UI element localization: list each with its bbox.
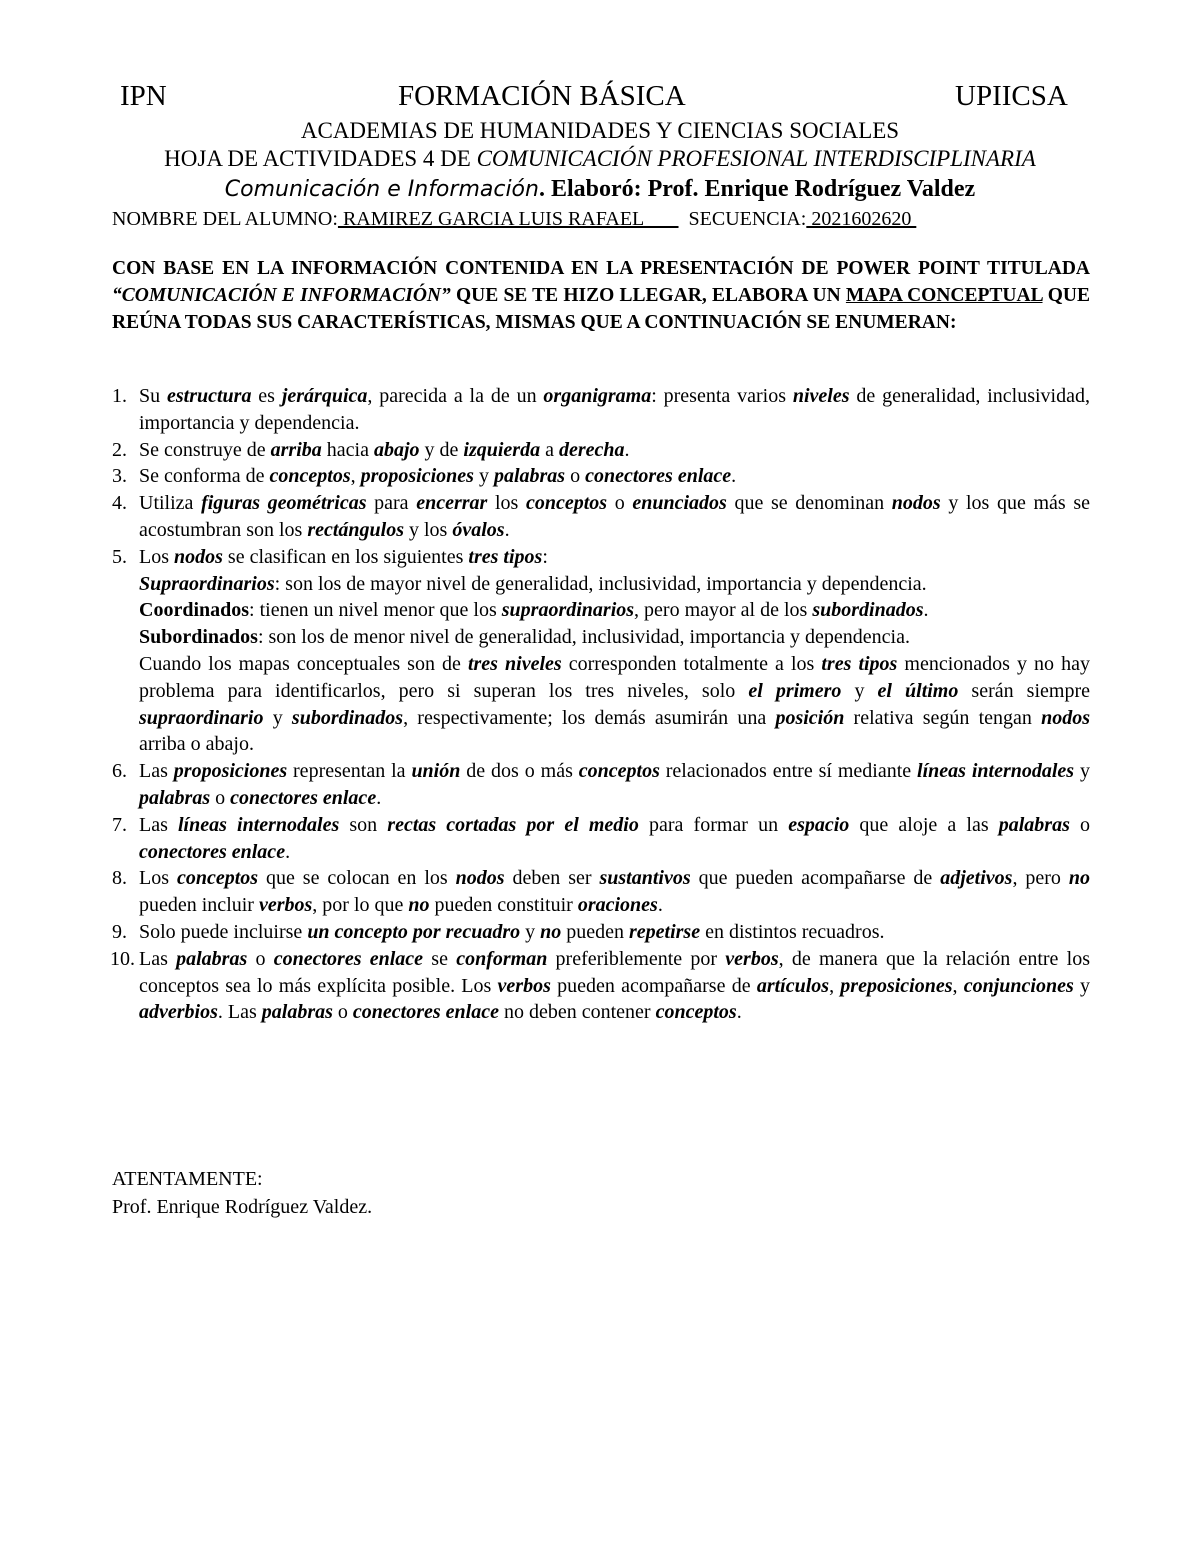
list-item-text: , respectivamente; los demás asumirán una	[403, 706, 776, 729]
list-item-text: .	[923, 599, 929, 622]
list-item-text: Los	[139, 545, 174, 568]
list-item-text: Las	[139, 760, 174, 783]
list-item	[112, 946, 1090, 1026]
presentation-title: “COMUNICACIÓN E INFORMACIÓN”	[112, 285, 451, 306]
header-upiicsa: UPIICSA	[955, 80, 1068, 112]
key-term: el primero	[748, 679, 842, 702]
list-item-text: y	[263, 706, 292, 729]
name-label: NOMBRE DEL ALUMNO:	[112, 208, 338, 230]
list-item-text: pueden incluir	[139, 894, 259, 917]
key-term: conectores enlace	[352, 1001, 499, 1024]
list-item-text: para formar un	[638, 813, 789, 836]
list-item	[112, 865, 1090, 919]
node-type-term: Subordinados	[139, 626, 258, 649]
list-item-text: . Las	[217, 1001, 262, 1024]
key-term: niveles	[792, 385, 850, 407]
list-item-text: Las	[139, 813, 178, 836]
key-term: verbos	[497, 974, 551, 997]
list-item	[112, 812, 1090, 866]
list-item-text: y los que más se acostumbran son los	[139, 492, 1091, 541]
list-item	[112, 463, 1090, 490]
list-item-text: no deben contener	[498, 1001, 656, 1024]
list-item-text: pueden acompañarse de	[550, 974, 757, 997]
list-item-number: 10.	[110, 947, 135, 970]
list-item-text: en distintos recuadros.	[700, 920, 885, 943]
list-item-text: ,	[350, 465, 361, 488]
list-item-text: pueden constituir	[429, 894, 578, 917]
key-term: supraordinarios	[501, 599, 635, 622]
key-term: verbos	[725, 947, 779, 970]
key-term: conceptos	[655, 1001, 737, 1024]
key-term: conceptos	[525, 492, 608, 515]
list-item-text: para	[366, 492, 417, 515]
list-item-text: que se denominan	[726, 492, 892, 515]
characteristics-list	[112, 383, 1090, 1026]
list-item-text: los	[487, 492, 526, 515]
subject-name: COMUNICACIÓN PROFESIONAL INTERDISCIPLINARIA	[476, 146, 1036, 171]
list-item-text: ,	[952, 974, 964, 997]
list-item-text: :	[542, 545, 548, 568]
sequence-label: SECUENCIA:	[688, 208, 807, 230]
list-item-text: .	[285, 840, 291, 863]
list-item-text: y los	[404, 518, 453, 541]
list-item-number: 6.	[112, 760, 127, 783]
list-item-text: serán siempre	[958, 679, 1090, 702]
key-term: jerárquica	[281, 385, 368, 407]
key-term: conectores enlace	[230, 786, 377, 809]
academias-title: ACADEMIAS DE HUMANIDADES Y CIENCIAS SOCIALES	[300, 118, 900, 143]
key-term: verbos	[258, 894, 313, 917]
key-term: palabras	[493, 465, 566, 488]
key-term: arriba	[270, 438, 322, 461]
key-term: conceptos	[269, 465, 351, 488]
list-item-text: se clasifican en los siguientes	[222, 545, 469, 568]
key-term: palabras	[139, 786, 211, 809]
list-item-text: : tienen un nivel menor que los	[249, 599, 502, 622]
list-item-number: 3.	[112, 465, 127, 488]
author-line	[0, 176, 1200, 203]
key-term: conectores enlace	[585, 465, 732, 488]
key-term: Supraordinarios	[139, 572, 275, 595]
list-item-text: se	[423, 947, 457, 970]
list-item	[112, 544, 1090, 758]
list-item-text: y	[841, 679, 878, 702]
key-term: tres niveles	[467, 652, 562, 675]
student-line	[112, 208, 916, 231]
list-item-text: es	[251, 385, 282, 407]
signature-block	[112, 1165, 372, 1221]
list-item-text: relativa según tengan	[844, 706, 1042, 729]
mapa-conceptual-term: MAPA CONCEPTUAL	[845, 285, 1043, 306]
list-item	[112, 383, 1090, 437]
list-item-text: .	[731, 465, 737, 488]
list-item-text: preferiblemente por	[547, 947, 726, 970]
list-item-text: Solo puede incluirse	[139, 920, 308, 943]
key-term: nodos	[455, 867, 505, 890]
list-item	[112, 490, 1090, 544]
hoja-prefix: HOJA DE ACTIVIDADES 4 DE	[164, 146, 477, 171]
topic-name: Comunicación e Información	[224, 177, 539, 202]
key-term: sustantivos	[599, 867, 691, 890]
header-ipn: IPN	[120, 80, 167, 112]
list-item-text: a	[540, 438, 559, 461]
intro-part-1: CON BASE EN LA INFORMACIÓN CONTENIDA EN LA PRESENTACIÓN DE POWER POINT TITULADA	[112, 258, 1090, 279]
key-term: conforman	[456, 947, 548, 970]
key-term: nodos	[1041, 706, 1091, 729]
list-item-text: Las	[139, 947, 177, 970]
list-item-text: deben ser	[504, 867, 600, 890]
list-item-text: .	[657, 894, 663, 917]
list-item-text: , pero mayor al de los	[634, 599, 813, 622]
list-item-text: Se construye de	[139, 438, 271, 461]
key-term: repetirse	[629, 920, 701, 943]
key-term: conjunciones	[963, 974, 1074, 997]
list-item-number: 1.	[112, 385, 127, 407]
list-item-number: 8.	[112, 867, 127, 890]
key-term: tres tipos	[468, 545, 543, 568]
list-item-text: , de manera que la relación entre los conceptos sea lo más explícita posible. Los	[139, 947, 1091, 997]
list-item	[112, 437, 1090, 464]
list-item-text: que pueden acompañarse de	[690, 867, 941, 890]
list-item-text: que se colocan en los	[258, 867, 456, 890]
key-term: adverbios	[139, 1001, 218, 1024]
list-item-text: , parecida a la de un	[367, 385, 544, 407]
list-item-text: Utiliza	[139, 492, 202, 515]
key-term: palabras	[261, 1001, 333, 1024]
key-term: nodos	[174, 545, 223, 568]
key-term: líneas internodales	[917, 760, 1075, 783]
key-term: un concepto por recuadro	[307, 920, 521, 943]
key-term: izquierda	[463, 438, 541, 461]
key-term: rectángulos	[307, 518, 404, 541]
key-term: abajo	[373, 438, 420, 461]
key-term: estructura	[166, 385, 252, 407]
list-item-text: arriba o abajo.	[139, 733, 254, 756]
key-term: el último	[877, 679, 959, 702]
key-term: conectores enlace	[139, 840, 286, 863]
list-item-text: son	[339, 813, 388, 836]
list-item-text: Se conforma de	[139, 465, 270, 488]
key-term: oraciones	[577, 894, 658, 917]
list-item-number: 5.	[112, 545, 127, 568]
list-item-text: que aloje a las	[849, 813, 999, 836]
list-item-text: : son los de mayor nivel de generalidad, inclusividad, importancia y dependencia.	[274, 572, 927, 595]
activity-sheet-title	[0, 146, 1200, 172]
key-term: líneas internodales	[178, 813, 340, 836]
list-item-text: Cuando los mapas conceptuales son de	[139, 652, 468, 675]
list-item-text: , pero	[1012, 867, 1069, 890]
intro-part-2: QUE SE TE HIZO LLEGAR, ELABORA UN	[450, 285, 846, 306]
elaboro-text: . Elaboró: Prof. Enrique Rodríguez Valdez	[538, 176, 976, 202]
list-item-text: y	[520, 920, 541, 943]
list-item-text: corresponden totalmente a los	[561, 652, 822, 675]
list-item-text: de generalidad, inclusividad, importancia y dependencia.	[139, 385, 1090, 434]
key-term: conceptos	[578, 760, 660, 783]
key-term: no	[540, 920, 562, 943]
key-term: palabras	[176, 947, 248, 970]
key-term: conectores enlace	[273, 947, 424, 970]
list-item-text: representan la	[287, 760, 412, 783]
list-item-text: de dos o más	[460, 760, 579, 783]
key-term: unión	[411, 760, 461, 783]
instructions-paragraph	[112, 255, 1090, 336]
list-item-text: .	[504, 518, 510, 541]
list-item-text: ,	[829, 974, 841, 997]
key-term: proposiciones	[173, 760, 288, 783]
list-item-text: o	[607, 492, 633, 515]
list-item-text: : son los de menor nivel de generalidad, inclusividad, importancia y dependencia.	[257, 626, 910, 649]
list-item-text: o	[1069, 813, 1090, 836]
header-formacion: FORMACIÓN BÁSICA	[398, 80, 686, 112]
list-item-text: Los	[139, 867, 177, 890]
list-item-text: y	[473, 465, 494, 488]
key-term: preposiciones	[840, 974, 953, 997]
key-term: palabras	[998, 813, 1070, 836]
list-item-number: 2.	[112, 438, 127, 461]
institution-header	[0, 80, 1200, 116]
list-item-text: pueden	[561, 920, 629, 943]
list-item-text: .	[736, 1001, 742, 1024]
list-item-text: Su	[139, 385, 167, 407]
key-term: artículos	[756, 974, 830, 997]
key-term: conceptos	[176, 867, 259, 890]
list-item	[112, 758, 1090, 812]
list-item-number: 9.	[112, 920, 127, 943]
list-item-text: y de	[419, 438, 464, 461]
list-item-text: o	[332, 1001, 353, 1024]
list-item-text: : presenta varios	[651, 385, 793, 407]
list-item-text: hacia	[321, 438, 374, 461]
list-item-number: 7.	[112, 813, 127, 836]
key-term: enunciados	[632, 492, 727, 515]
key-term: no	[1068, 867, 1090, 890]
node-type-term: Coordinados	[139, 599, 250, 622]
key-term: subordinados	[812, 599, 924, 622]
key-term: posición	[775, 706, 845, 729]
key-term: tres tipos	[821, 652, 898, 675]
sequence-value: 2021602620	[806, 208, 917, 230]
list-item-text: .	[376, 786, 382, 809]
list-item-text: .	[624, 438, 630, 461]
key-term: rectas cortadas por el medio	[387, 813, 639, 836]
key-term: nodos	[891, 492, 941, 515]
list-item-text: mencionados y no hay problema para identificarlos, pero si superan los tres niveles, solo	[139, 652, 1090, 702]
list-item-text: , por lo que	[312, 894, 409, 917]
key-term: derecha	[558, 438, 625, 461]
key-term: no	[408, 894, 430, 917]
key-term: organigrama	[543, 385, 652, 407]
list-item-number: 4.	[112, 492, 127, 515]
list-item-text: y	[1074, 760, 1090, 783]
list-item-text: o	[247, 947, 274, 970]
list-item-text: relacionados entre sí mediante	[659, 760, 918, 783]
key-term: figuras geométricas	[201, 492, 367, 515]
list-item	[112, 919, 1090, 946]
key-term: proposiciones	[360, 465, 474, 488]
signer-name: Prof. Enrique Rodríguez Valdez.	[112, 1196, 373, 1218]
list-item-text: y	[1073, 974, 1091, 997]
key-term: subordinados	[291, 706, 404, 729]
key-term: encerrar	[416, 492, 488, 515]
intro-part-3: QUE REÚNA TODAS SUS CARACTERÍSTICAS, MISMAS QUE A CONTINUACIÓN SE ENUMERAN:	[112, 285, 1090, 333]
key-term: óvalos	[452, 518, 505, 541]
list-item-text: o	[210, 786, 231, 809]
key-term: espacio	[788, 813, 850, 836]
key-term: supraordinario	[139, 706, 264, 729]
student-name: RAMIREZ GARCIA LUIS RAFAEL	[337, 208, 679, 230]
list-item-text: o	[565, 465, 586, 488]
atentamente-label: ATENTAMENTE:	[112, 1168, 263, 1190]
key-term: adjetivos	[940, 867, 1013, 890]
